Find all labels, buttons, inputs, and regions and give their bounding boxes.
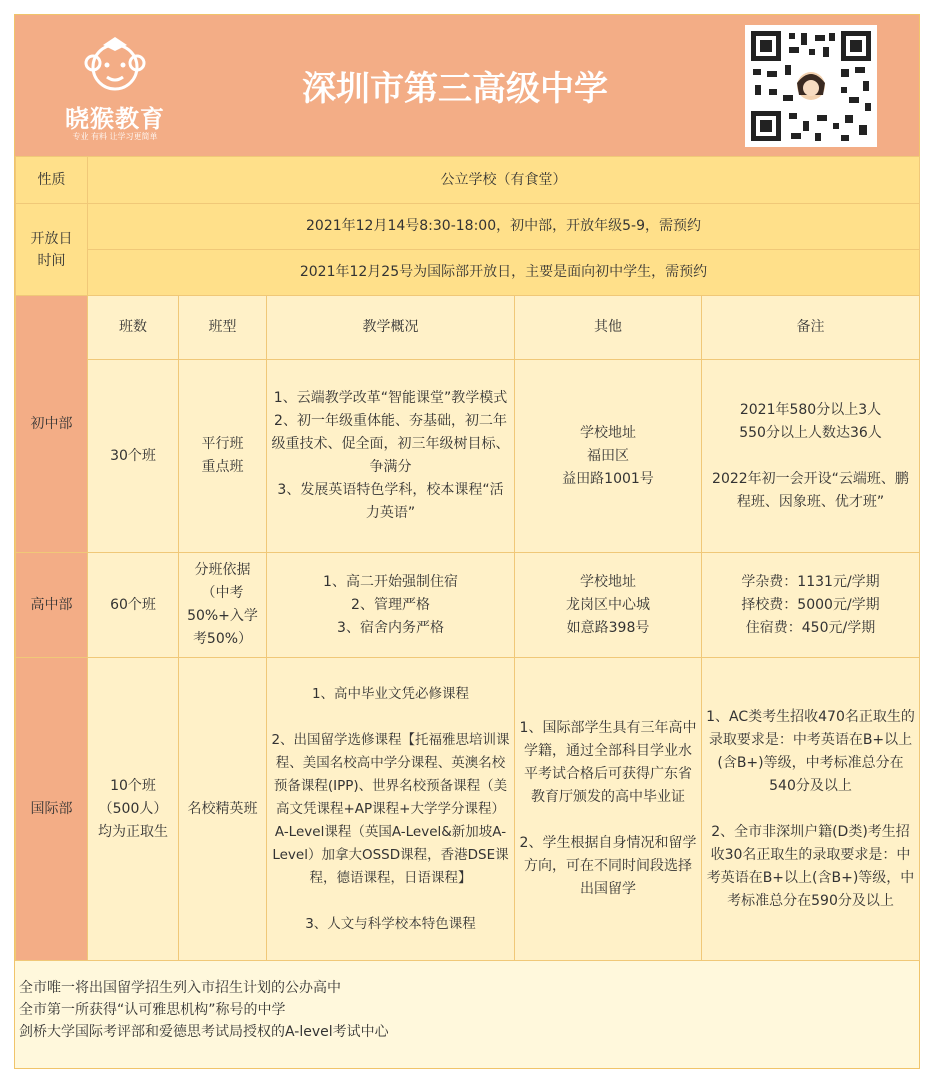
column-header: 其他 — [515, 296, 702, 360]
international-overview: 1、高中毕业文凭必修课程 2、出国留学选修课程【托福雅思培训课程、美国名校高中学分课程、英澳名校预备课程(IPP)、世界名校预备课程（美高文凭课程+AP课程+大学学分课程）A-Level课程（英国A-Level&新加坡A-Level）加拿大OSSD课程，香港DSE课程，德语课程，日语课程】 3、人文与科学校本特色课程 — [267, 658, 515, 961]
junior-row — [16, 360, 920, 553]
nature-value: 公立学校（有食堂） — [88, 157, 920, 204]
info-table — [15, 156, 920, 961]
logo — [55, 33, 175, 143]
nature-row — [16, 157, 920, 204]
footer-notes — [19, 977, 389, 1043]
senior-note: 学杂费：1131元/学期 择校费：5000元/学期 住宿费：450元/学期 — [702, 553, 920, 658]
header-banner — [15, 15, 919, 156]
junior-note: 2021年580分以上3人 550分以上人数达36人 2022年初一会开设“云端班、鹏程班、因象班、优才班” — [702, 360, 920, 553]
junior-other: 学校地址 福田区 益田路1001号 — [515, 360, 702, 553]
column-header: 教学概况 — [267, 296, 515, 360]
open-day-row-1 — [16, 204, 920, 250]
qr-code-icon — [745, 25, 877, 147]
international-type: 名校精英班 — [179, 658, 267, 961]
junior-type: 平行班 重点班 — [179, 360, 267, 553]
international-other: 1、国际部学生具有三年高中学籍，通过全部科目学业水平考试合格后可获得广东省教育厅颁发的高中毕业证 2、学生根据自身情况和留学方向，可在不同时间段选择出国留学 — [515, 658, 702, 961]
open-day-label-text: 开放日时间 — [30, 230, 73, 269]
open-day-line-1: 2021年12月14号8:30-18:00，初中部，开放年级5-9，需预约 — [88, 204, 920, 250]
monkey-mascot-icon — [55, 33, 175, 97]
footer-line: 全市第一所获得“认可雅思机构”称号的中学 — [19, 1002, 286, 1018]
page-title: 深圳市第三高级中学 — [302, 69, 608, 109]
column-header: 备注 — [702, 296, 920, 360]
open-day-line-2: 2021年12月25号为国际部开放日，主要是面向初中学生，需预约 — [88, 250, 920, 296]
section-label-junior: 初中部 — [16, 296, 88, 553]
footer-line: 全市唯一将出国留学招生列入市招生计划的公办高中 — [19, 980, 341, 996]
senior-overview: 1、高二开始强制住宿 2、管理严格 3、宿舍内务严格 — [267, 553, 515, 658]
section-label-international: 国际部 — [16, 658, 88, 961]
open-day-label — [16, 204, 88, 296]
junior-classes: 30个班 — [88, 360, 179, 553]
school-info-card — [14, 14, 920, 1069]
open-day-row-2 — [16, 250, 920, 296]
logo-tagline: 专业 有料 让学习更简单 — [72, 132, 158, 141]
international-row — [16, 658, 920, 961]
nature-label: 性质 — [16, 157, 88, 204]
column-header-row — [16, 296, 920, 360]
footer-line: 剑桥大学国际考评部和爱德思考试局授权的A-level考试中心 — [19, 1024, 389, 1040]
senior-row — [16, 553, 920, 658]
international-note: 1、AC类考生招收470名正取生的录取要求是：中考英语在B+以上(含B+)等级，中考标准总分在540分及以上 2、全市非深圳户籍(D类)考生招收30名正取生的录取要求是：中考英语在B+以上(含B+)等级，中考标准总分在590分及以上 — [702, 658, 920, 961]
junior-overview: 1、云端教学改革“智能课堂”教学模式 2、初一年级重体能、夯基础，初二年级重技术、促全面，初三年级树目标、争满分 3、发展英语特色学科，校本课程“活力英语” — [267, 360, 515, 553]
senior-classes: 60个班 — [88, 553, 179, 658]
senior-type: 分班依据 （中考 50%+入学 考50%） — [179, 553, 267, 658]
section-label-senior: 高中部 — [16, 553, 88, 658]
senior-other: 学校地址 龙岗区中心城 如意路398号 — [515, 553, 702, 658]
column-header: 班数 — [88, 296, 179, 360]
international-classes: 10个班 （500人） 均为正取生 — [88, 658, 179, 961]
logo-text: 晓猴教育 — [65, 105, 165, 133]
column-header: 班型 — [179, 296, 267, 360]
